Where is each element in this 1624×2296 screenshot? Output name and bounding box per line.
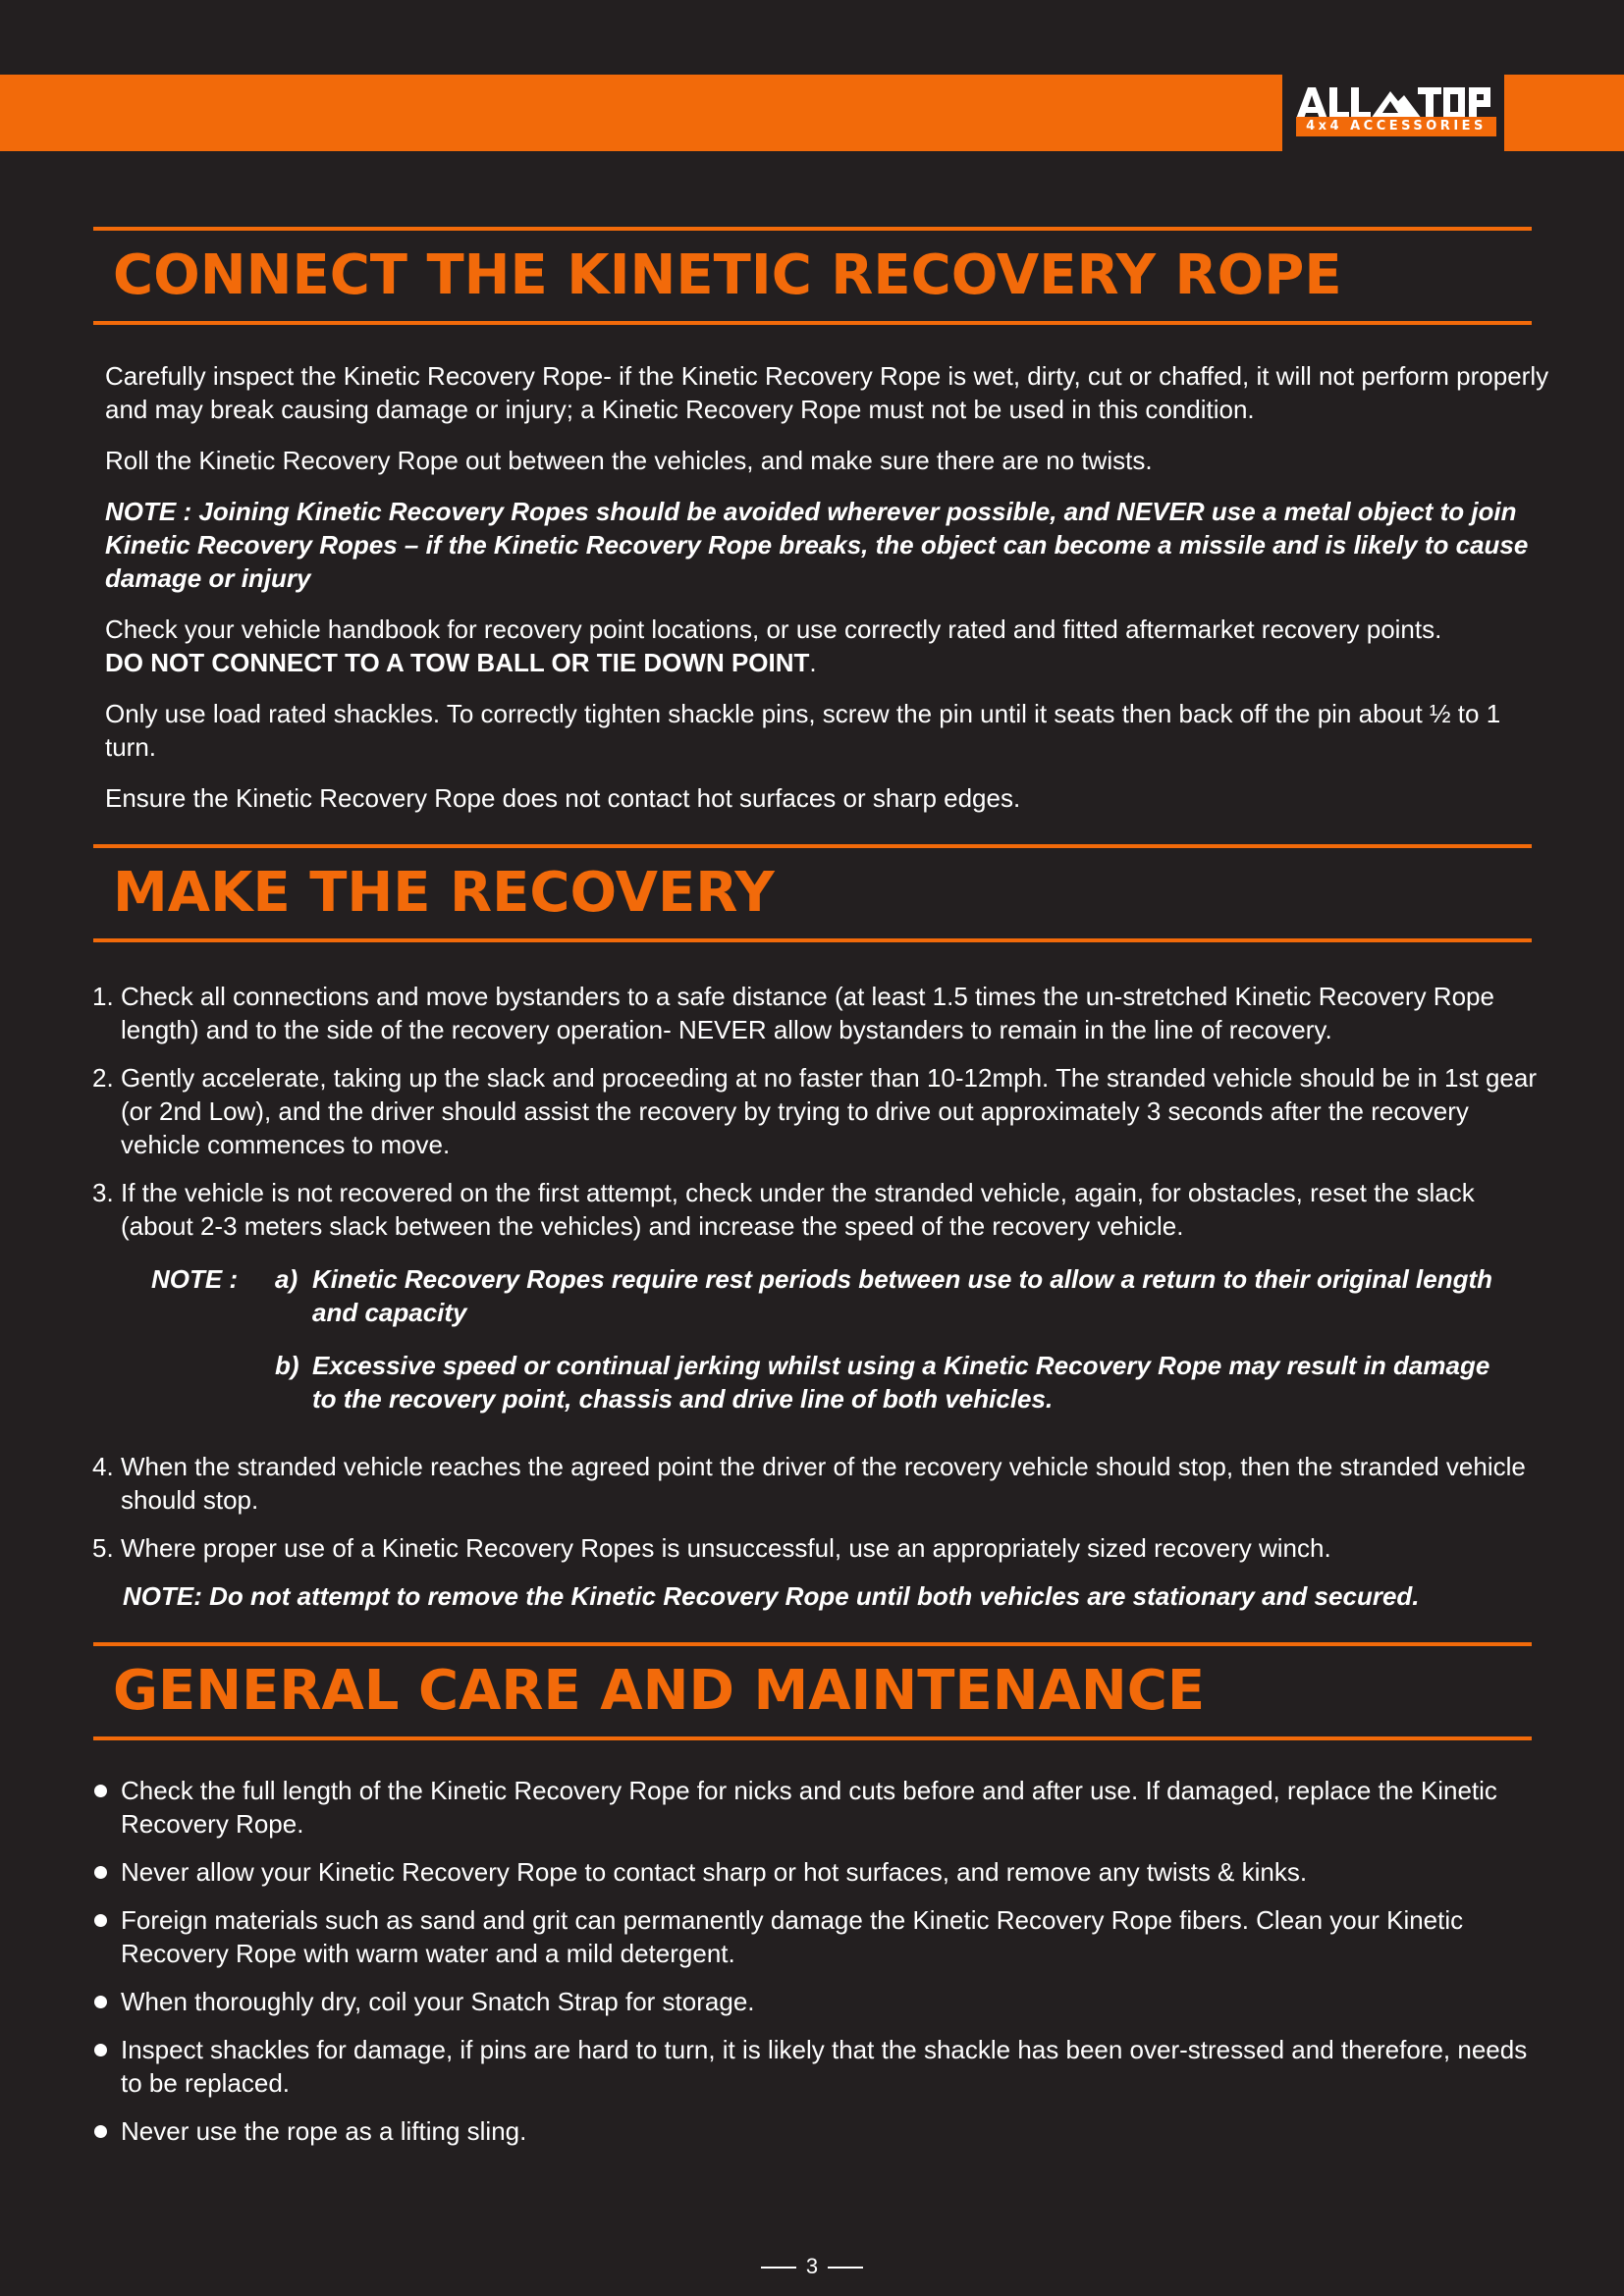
step-text: Gently accelerate, taking up the slack and proceeding at no faster than 10-12mph. The stranded vehicle should be in 1st gear (or 2nd Low), and the driver should assist the recovery by trying to drive out approximately 3 seconds after the recovery vehicle commences to move. <box>121 1063 1537 1159</box>
list-item <box>92 980 1545 1046</box>
bullet-text: Inspect shackles for damage, if pins are hard to turn, it is likely that the shackle has been over-stressed and therefore, needs to be replaced. <box>121 2035 1528 2098</box>
step-text: If the vehicle is not recovered on the first attempt, check under the stranded vehicle, again, for obstacles, reset the slack (about 2-3 meters slack between the vehicles) and increase the speed of the recovery vehicle. <box>121 1178 1475 1241</box>
list-item <box>92 2033 1545 2100</box>
section-body-care <box>92 1774 1545 2163</box>
section-body-connect <box>105 359 1558 832</box>
list-item <box>92 1531 1545 1565</box>
step-number: 2. <box>92 1063 114 1093</box>
step-number: 1. <box>92 982 114 1011</box>
paragraph-inspect: Carefully inspect the Kinetic Recovery Rope- if the Kinetic Recovery Rope is wet, dirty, cut or chaffed, it will not perform properly and may break causing damage or injury; a Kinetic Recovery Rope must not be used in this condition. <box>105 361 1549 424</box>
recovery-points-end: . <box>809 648 817 677</box>
care-bullet-list <box>92 1774 1545 2148</box>
list-item <box>92 1450 1545 1517</box>
step-text: Where proper use of a Kinetic Recovery Ropes is unsuccessful, use an appropriately sized recovery winch. <box>121 1533 1331 1563</box>
recovery-points-text: Check your vehicle handbook for recovery point locations, or use correctly rated and fitted aftermarket recovery points. <box>105 614 1442 644</box>
footer-rule-left <box>761 2267 796 2269</box>
bullet-icon <box>94 1996 107 2008</box>
section-title-care: GENERAL CARE AND MAINTENANCE <box>113 1659 1206 1723</box>
list-item <box>92 1855 1545 1889</box>
step-number: 4. <box>92 1452 114 1481</box>
bullet-text: Foreign materials such as sand and grit can permanently damage the Kinetic Recovery Rope fibers. Clean your Kinetic Recovery Rope with warm water and a mild detergent. <box>121 1905 1464 1968</box>
bullet-icon <box>94 1866 107 1879</box>
section-body-recovery <box>92 980 1545 1613</box>
step-text: When the stranded vehicle reaches the agreed point the driver of the recovery vehicle should stop, then the stranded vehicle should stop. <box>121 1452 1526 1515</box>
bullet-icon <box>94 2044 107 2056</box>
paragraph-shackles: Only use load rated shackles. To correctly tighten shackle pins, screw the pin until it seats then back off the pin about ½ to 1 turn. <box>105 699 1501 762</box>
note-joining-ropes: NOTE : Joining Kinetic Recovery Ropes should be avoided wherever possible, and NEVER use a metal object to join Kinetic Recovery Ropes – if the Kinetic Recovery Rope breaks, the object can become a missile and is likely to cause damage or injury <box>105 497 1529 593</box>
bullet-text: Check the full length of the Kinetic Recovery Rope for nicks and cuts before and after use. If damaged, replace the Kinetic Recovery Rope. <box>121 1776 1497 1839</box>
list-item <box>92 1903 1545 1970</box>
step-number: 5. <box>92 1533 114 1563</box>
bullet-text: Never allow your Kinetic Recovery Rope to contact sharp or hot surfaces, and remove any twists & kinks. <box>121 1857 1308 1887</box>
list-item <box>92 1176 1545 1435</box>
paragraph-roll-out: Roll the Kinetic Recovery Rope out between the vehicles, and make sure there are no twists. <box>105 446 1153 475</box>
section-title-connect: CONNECT THE KINETIC RECOVERY ROPE <box>113 243 1342 307</box>
brand-logo <box>1282 75 1504 151</box>
bullet-icon <box>94 1914 107 1927</box>
footer-rule-right <box>828 2267 863 2269</box>
page-footer <box>0 2252 1624 2281</box>
rest-period-notes <box>151 1262 1545 1435</box>
list-item <box>92 1985 1545 2018</box>
note-text: Kinetic Recovery Ropes require rest periods between use to allow a return to their original length and capacity <box>312 1264 1493 1327</box>
list-item <box>92 2114 1545 2148</box>
step-text: Check all connections and move bystanders to a safe distance (at least 1.5 times the un-stretched Kinetic Recovery Rope length) and to the side of the recovery operation- NEVER allow bystanders to remain in the line of recovery. <box>121 982 1494 1044</box>
logo-tagline: 4x4 ACCESSORIES <box>1296 117 1496 136</box>
list-item <box>92 1774 1545 1841</box>
step-number: 3. <box>92 1178 114 1207</box>
section-heading-connect <box>93 227 1532 325</box>
page-number: 3 <box>805 2254 819 2278</box>
note-text: Excessive speed or continual jerking whilst using a Kinetic Recovery Rope may result in damage to the recovery point, chassis and drive line of both vehicles. <box>312 1351 1490 1414</box>
note-remove-rope: NOTE: Do not attempt to remove the Kinetic Recovery Rope until both vehicles are stationary and secured. <box>123 1581 1420 1611</box>
recovery-steps-list <box>92 980 1545 1565</box>
section-title-recovery: MAKE THE RECOVERY <box>113 861 775 925</box>
warning-tow-ball: DO NOT CONNECT TO A TOW BALL OR TIE DOWN POINT <box>105 648 810 677</box>
paragraph-recovery-points <box>105 613 1558 679</box>
note-letter: a) <box>275 1264 298 1294</box>
section-heading-care <box>93 1642 1532 1740</box>
bullet-icon <box>94 2125 107 2138</box>
bullet-text: Never use the rope as a lifting sling. <box>121 2116 527 2146</box>
note-letter: b) <box>275 1351 299 1380</box>
paragraph-hot-surfaces: Ensure the Kinetic Recovery Rope does not contact hot surfaces or sharp edges. <box>105 783 1021 813</box>
list-item <box>92 1061 1545 1161</box>
note-label: NOTE : <box>151 1264 239 1294</box>
bullet-icon <box>94 1785 107 1797</box>
bullet-text: When thoroughly dry, coil your Snatch Strap for storage. <box>121 1987 755 2016</box>
section-heading-recovery <box>93 844 1532 942</box>
